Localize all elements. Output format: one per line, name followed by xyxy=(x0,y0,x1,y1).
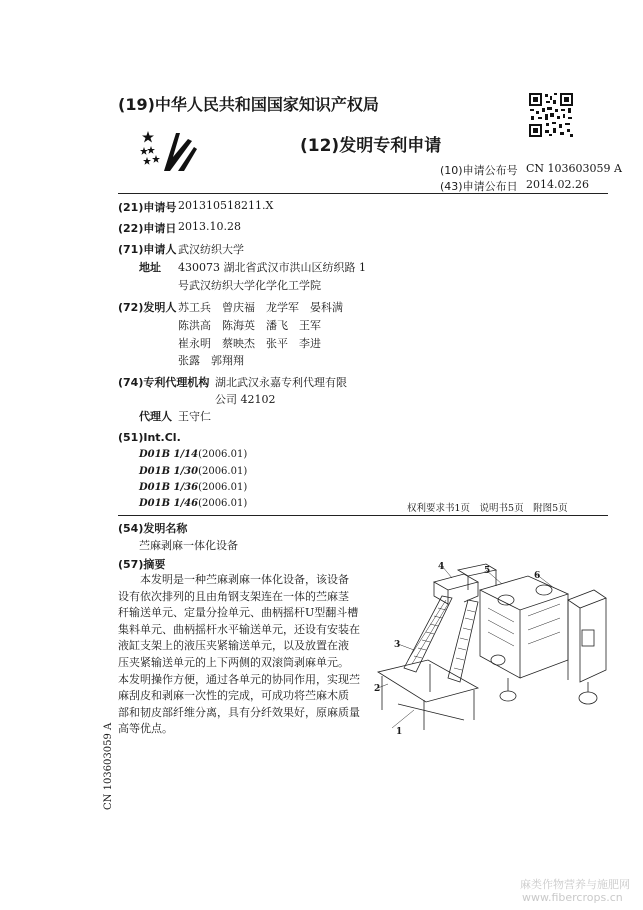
header-divider xyxy=(118,193,608,194)
publication-date-label: (43)申请公布日 xyxy=(440,180,518,193)
ipc-version: (2006.01) xyxy=(198,482,248,493)
abstract-line: 集料单元、曲柄摇杆水平输送单元，还设有安装在 xyxy=(118,622,360,636)
qr-code xyxy=(528,92,574,138)
abstract-line: 压夹紧输送单元的上下两侧的双滚筒剥麻单元。 xyxy=(118,655,349,669)
address-line-1: 430073 湖北省武汉市洪山区纺织路 1 xyxy=(178,261,366,274)
agency-line-2: 公司 42102 xyxy=(215,393,276,406)
application-date-label: (22)申请日 xyxy=(118,222,177,235)
abstract-body xyxy=(118,572,380,738)
side-publication-number: CN 103603059 A xyxy=(103,722,114,810)
abstract-line: 高等优点。 xyxy=(118,722,173,736)
pages-summary: 权利要求书1页 说明书5页 附图5页 xyxy=(407,503,568,514)
abstract-line: 部和韧皮部纤维分离，具有分纤效果好，原麻质量 xyxy=(118,705,360,719)
office-name: (19)中华人民共和国国家知识产权局 xyxy=(118,95,379,114)
inventors-line-2: 陈洪高 陈海英 潘飞 王军 xyxy=(178,319,321,332)
figure-label: 6 xyxy=(534,571,541,581)
watermark-line-2: www.fibercrops.cn xyxy=(522,891,623,904)
application-date: 2013.10.28 xyxy=(178,220,241,233)
publication-number-label: (10)申请公布号 xyxy=(440,164,518,177)
agency-label: (74)专利代理机构 xyxy=(118,376,210,389)
ipc-row xyxy=(139,466,247,477)
applicant-label: (71)申请人 xyxy=(118,243,177,256)
figure-label: 1 xyxy=(396,727,403,737)
document-type-title: (12)发明专利申请 xyxy=(300,136,442,156)
invention-title: 苎麻剥麻一体化设备 xyxy=(139,539,238,552)
address-label: 地址 xyxy=(139,261,161,274)
agency-line-1: 湖北武汉永嘉专利代理有限 xyxy=(215,376,347,389)
inventors-label: (72)发明人 xyxy=(118,301,177,314)
publication-date: 2014.02.26 xyxy=(526,178,589,191)
abstract-line: 本发明操作方便，通过各单元的协同作用，实现苎 xyxy=(118,672,360,686)
ipc-row xyxy=(139,482,247,493)
inventors-line-3: 崔永明 蔡映杰 张平 李进 xyxy=(178,337,321,350)
figure-label: 3 xyxy=(394,640,401,650)
figure-label: 2 xyxy=(374,684,381,694)
intcl-label: (51)Int.Cl. xyxy=(118,431,181,444)
ipc-row xyxy=(139,449,247,460)
agent-label: 代理人 xyxy=(139,410,172,423)
figure-label: 4 xyxy=(438,562,445,572)
abstract-line: 麻刮皮和剥麻一次性的完成，可成功将苎麻木质 xyxy=(118,689,349,703)
inventors-line-4: 张露 郭翔翔 xyxy=(178,354,244,367)
agent: 王守仁 xyxy=(178,410,211,423)
inventors-line-1: 苏工兵 曾庆福 龙学军 晏科满 xyxy=(178,301,343,314)
ipc-version: (2006.01) xyxy=(198,466,248,477)
patent-figure xyxy=(368,560,612,740)
address-line-2: 号武汉纺织大学化学化工学院 xyxy=(178,279,321,292)
application-number: 201310518211.X xyxy=(178,199,274,212)
figure-label: 5 xyxy=(484,566,491,576)
sipo-logo xyxy=(140,127,200,175)
publication-number: CN 103603059 A xyxy=(526,162,622,175)
applicant: 武汉纺织大学 xyxy=(178,243,244,256)
ipc-code: D01B 1/36 xyxy=(139,482,199,493)
abstract-line: 本发明是一种苎麻剥麻一体化设备，该设备 xyxy=(140,573,349,586)
ipc-version: (2006.01) xyxy=(198,498,248,509)
biblio-divider xyxy=(118,515,608,516)
abstract-line: 秆输送单元、定量分捡单元、曲柄摇杆U型翻斗槽 xyxy=(118,606,359,620)
application-number-label: (21)申请号 xyxy=(118,201,177,214)
ipc-row xyxy=(139,498,247,509)
ipc-code: D01B 1/30 xyxy=(139,466,199,477)
ipc-version: (2006.01) xyxy=(198,449,248,460)
abstract-line: 设有依次排列的且由角钢支架连在一体的苎麻茎 xyxy=(118,589,349,603)
title-label: (54)发明名称 xyxy=(118,522,188,535)
abstract-label: (57)摘要 xyxy=(118,558,166,571)
ipc-code: D01B 1/14 xyxy=(139,449,199,460)
watermark-line-1: 麻类作物营养与施肥网 xyxy=(520,878,630,891)
abstract-line: 液缸支架上的液压夹紧输送单元，以及放置在液 xyxy=(118,639,349,653)
ipc-code: D01B 1/46 xyxy=(139,498,199,509)
